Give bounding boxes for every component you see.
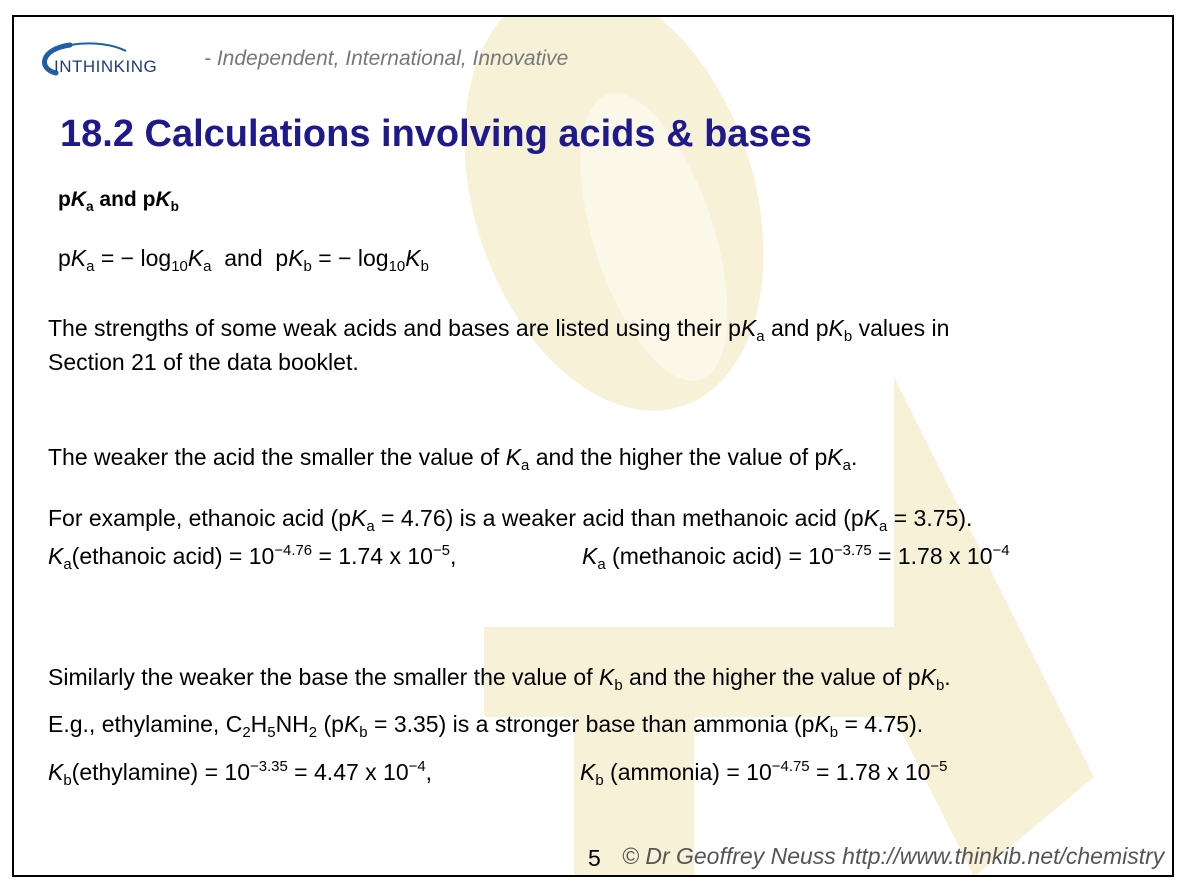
pka-pkb-definition: $pK_a$ = − $\log_{10}K_a$ and $pK_b$ = − $\log_{10}K_b$ [58,245,429,276]
acid-rule: The weaker the acid the smaller the value of $K_a$ and the higher the value of $pK_a$. [48,444,858,475]
strengths-paragraph-line1: The strengths of some weak acids and bases are listed using their $pK_a$ and $pK_b$ values in [48,315,950,346]
slide-frame [12,15,1174,877]
base-calculation-ethylamine: $K_b(ethylamine) = 10^{-3.35} = 4.47$ x $10^{-4}$, [48,758,433,790]
base-example: E.g., ethylamine, $C_2H_5NH_2$ $(pK_b = 3.35)$ is a stronger base than ammonia $(pK_b = 4.75)$. [48,711,924,742]
inthinking-logo [34,39,194,79]
slide-title: 18.2 Calculations involving acids & bases [60,113,812,155]
copyright-footer: © Dr Geoffrey Neuss http://www.thinkib.net/chemistry [622,843,1165,869]
svg-text:INTHINKING: INTHINKING [54,57,158,76]
section-subtitle: $pK_a$ and $pK_b$ [58,188,179,214]
acid-calculation-ethanoic: $K_a(ethanoic$ acid) = $10^{-4.76} = 1.74$ x $10^{-5}$, [48,542,457,574]
page-number: 5 [588,845,601,871]
base-calculation-ammonia: $K_b$ (ammonia) = $10^{-4.75} = 1.78$ x $10^{-5}$ [580,758,948,790]
header-tagline: - Independent, International, Innovative [204,47,569,70]
acid-example: For example, ethanoic acid $(pK_a = 4.76)$ is a weaker acid than methanoic acid $(pK_a = 3.75)$. [48,505,973,536]
strengths-paragraph-line2: Section 21 of the data booklet. [48,349,359,375]
acid-calculation-methanoic: $K_a$ (methanoic acid) = $10^{-3.75} = 1.78$ x $10^{-4}$ [582,542,1010,574]
base-rule: Similarly the weaker the base the smaller the value of $K_b$ and the higher the value of $pK_b$. [48,664,951,695]
